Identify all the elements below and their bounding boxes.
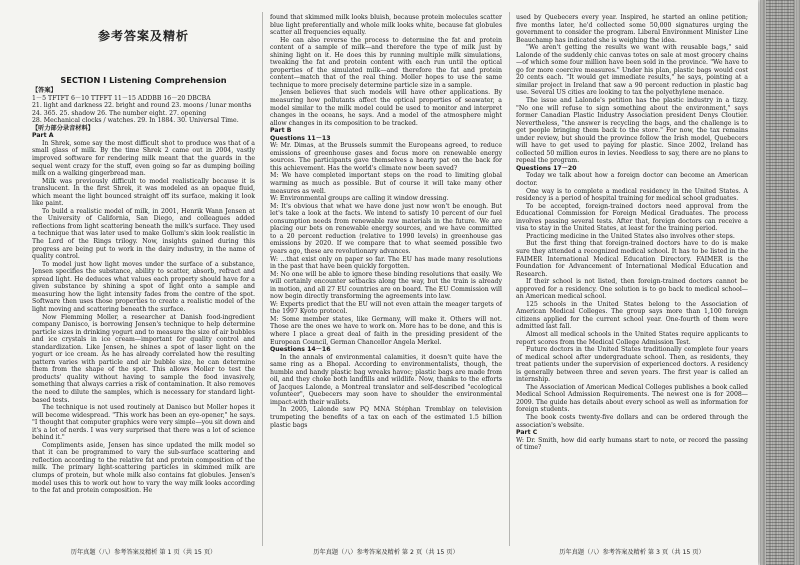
dialogue-line: M: We have completed important steps on the road to limiting global warming as much as possible. But of course it will take many other measures as well. — [270, 172, 502, 195]
paragraph: To model just how light moves under the surface of a substance, Jensen specifies the substance, ability to scatter, absorb, refract and spread light. He deduces what values each property should have for a given substance by shining a spot of light onto a sample and measuring how the light intensity fades from the centre of the spot. Software then uses those properties to create a realistic model of the light moving and scattering beneath the surface. — [32, 260, 255, 313]
paragraph: In the annals of environmental calamities, it doesn't quite have the same ring as a Bhopal. According to environmentalists, though, the humble and handy plastic bag wreaks havoc; plastic bags are made from oil, and they choke both landfills and wildlife. Now, thanks to the efforts of Jacques Lalonde, a Montreal translator and self-described "ecological volunteer", Quebecers may soon have to shoulder the environmental impact-with their wallets. — [270, 353, 502, 406]
dialogue-line: M: Some member states, like Germany, will make it. Others will not. Those are the ones we have to work on. More has to be done, and this is where I place a great deal of faith in the presiding president of the European Council, German Chancellor Angela Merkel. — [270, 315, 502, 346]
paragraph: He can also reverse the process to determine the fat and protein content of a sample of milk—and therefore the type of milk just by shining light on it. He does this by running multiple milk simulations, tweaking the fat and protein content with each run until the optical properties of the simulated milk—and therefore the fat and protein content—match that of the real thing. Moller hopes to use the same technique to more precisely determine particle size in a sample. — [270, 36, 502, 89]
part-a-heading: Part A — [32, 132, 54, 140]
paragraph: Milk was previously difficult to model realistically because it is translucent. In the first Shrek, it was modeled as an opaque fluid, which meant the light bounced straight off its surface, making it look like paint. — [32, 177, 255, 208]
dialogue-line: M: It's obvious that what we have done just now won't be enough. But let's take a look at the facts. We intend to satisfy 10 percent of our fuel consumption needs from renewable raw materials in the future. We are placing our bets on renewable energy sources, and we have committed to a 20 percent reduction (relative to 1990 levels) in greenhouse gas emissions by 2020. If we compare that to what seemed possible two years ago, these are revolutionary advances. — [270, 202, 502, 255]
section-title: SECTION I Listening Comprehension — [60, 74, 227, 85]
column-2 — [270, 0, 502, 565]
paragraph: Jensen believes that such models will have other applications. By measuring how pollutants affect the optical properties of seawater, a model similar to the milk model could be used to monitor and interpret changes in the oceans, he says. And a model of the atmosphere might allow changes in its composition to be tracked. — [270, 89, 502, 127]
scanner-edge-strip — [760, 0, 800, 565]
part-b-heading: Part B — [270, 127, 292, 135]
column-1 — [32, 0, 255, 565]
dialogue-line: W: Mr. Dimas, at the Brussels summit the Europeans agreed, to reduce emissions of greenhouse gases and focus more on renewable energy sources. The participants gave themselves a hearty pat on the back for this achievement. Has the world's climate now been saved? — [270, 142, 502, 172]
paragraph: The issue and Lalonde's petition has the plastic industry in a tizzy. "No one will refuse to sign something about the environment," says former Canadian Plastic Industry Association president Denys Cloutier. Nevertheless, "the answer is recycling the bags, and the challenge is to get people bringing them back to the store." For now, the tax remains under review, but should the province follow the Irish model, Quebecers will have to get used to paying for plastic. Since 2002, Ireland has collected 50 million euros in levies. Needless to say, there are no plans to repeal the program. — [516, 97, 748, 165]
dialogue-line: W: ...that exist only on paper so far. The EU has made many resolutions in the past that have been quickly forgotten. — [270, 255, 502, 271]
answer-line: 1－5 TFTFT 6－10 TTFFT 11－15 ADDBB 16－20 DBCBA — [32, 94, 211, 102]
dialogue-line: W: Environmental groups are calling it window dressing. — [270, 195, 449, 203]
questions-heading: Questions 14－16 — [270, 346, 331, 354]
transcript-label: 【听力部分录音材料】 — [32, 124, 94, 132]
answer-line: 21. light and darkness 22. bright and round 23. moons / lunar months — [32, 102, 252, 110]
dialogue-line: W: Experts predict that the EU will not even attain the meager targets of the 1997 Kyoto protocol. — [270, 300, 502, 316]
column-divider — [262, 12, 263, 546]
page-footer: 历年真题（八）参考答案及精析 第 3 页（共 15 页） — [559, 549, 705, 557]
scanner-edge-texture — [766, 0, 794, 565]
paragraph: Practicing medicine in the United States also involves other steps. — [526, 232, 735, 240]
paragraph: But the first thing that foreign-trained doctors have to do is make sure they attended a recognized medical school. It has to be listed in the FAIMER International Medical Education Directory. FAIMER is the Foundation for Advancement of International Medical Education and Research. — [516, 240, 748, 278]
paragraph: To be accepted, foreign-trained doctors need approval from the Educational Commission for Foreign Medical Graduates. The process involves passing several tests. After that, foreign doctors can receive a visa to stay in the United States, at least for the training period. — [516, 202, 748, 233]
paragraph: To build a realistic model of milk, in 2001, Henrik Wann Jensen at the University of California, San Diego, and colleagues added reflections from light scattering beneath the milk's surface. They used a technique that was later used to make Gollum's skin look realistic in The Lord of the Rings trilogy. Now, insights gained during this progress are being put to work in the dairy industry, in the name of quality control. — [32, 207, 255, 261]
paragraph: used by Quebecers every year. Inspired, he started an online petition; five months later, he'd collected some 50,000 signatures urging the government to consider the program. Liberal Environment Minister Line Beauchamp has indicated she is weighing the idea. — [516, 14, 748, 44]
page-title: 参考答案及精析 — [97, 29, 189, 43]
paragraph: found that skimmed milk looks bluish, because protein molecules scatter blue light preferentially and whole milk looks white, because fat globules scatter all frequencies equally. — [270, 14, 502, 37]
part-c-heading: Part C — [516, 429, 538, 437]
column-3 — [516, 0, 748, 565]
dialogue-line: W: Dr. Smith, how did early humans start to note, or record the passing of time? — [516, 436, 748, 452]
column-divider — [509, 12, 510, 546]
paragraph: The technique is not used routinely at Danisco but Moller hopes it will become widespread. "This work has been an eye-opener," he says. "I thought that computer graphics were very simple—you sit down and it's a lot of nerds. I was very surprised that there was a lot of science behind it." — [32, 404, 255, 442]
paragraph: One way is to complete a medical residency in the United States. A residency is a period of hospital training for medical school graduates. — [516, 187, 748, 203]
paragraph: If their school is not listed, then foreign-trained doctors cannot be approved for a residency. One solution is to go back to medical school—an American medical school. — [516, 278, 748, 301]
paragraph: Compliments aside, Jensen has since updated the milk model so that it can be programmed to vary the sub-surface scattering and reflection according to the relative fat and protein composition of the milk. The primary light-scattering particles in skimmed milk are clumps of protein, but whole milk also contains fat globules. Jensen's model uses this to work out how to vary the way milk looks according to the fat and protein composition. He — [32, 441, 255, 495]
paragraph: 125 schools in the United States belong to the Association of American Medical Colleges. The group says more than 1,100 foreign citizens applied for the current school year. One-fourth of them were admitted last fall. — [516, 300, 748, 331]
paragraph: Now Flemming Moller, a researcher at Danish food-ingredient company Danisco, is borrowing Jensen's technique to help determine particle sizes in drinking yogurt and to measure the size of air bubbles and ice crystals in ice cream—important for quality control and standardization. Like Jensen, he shines a spot of laser light on the yogurt or ice cream. As he has already correlated how the resulting pattern varies with particle and air bubble size, he can determine them from the shape of the spot. This allows Moller to test the products' quality without having to sample the food invasively, something that always carries a risk of contamination. It also removes the need to dilute the samples, which is necessary for standard light-based tests. — [32, 313, 255, 404]
page-footer: 历年真题（八）参考答案及精析 第 2 页（共 15 页） — [313, 549, 459, 557]
paragraph: The book costs twenty-five dollars and can be ordered through the association's website. — [516, 413, 748, 429]
answer-line: 24. 365. 25. shadow 26. The number eight. 27. opening — [32, 109, 207, 117]
paragraph: In 2005, Lalonde saw PQ MNA Stéphan Tremblay on television trumpeting the benefits of a tax on each of the estimated 1.5 billion plastic bags — [270, 406, 502, 429]
questions-heading: Questions 11－13 — [270, 134, 331, 142]
paragraph: Future doctors in the United States traditionally complete four years of medical school after undergraduate school. Then, as residents, they treat patients under the supervision of experienced doctors. A residency is generally between three and seven years. The first year is called an internship. — [516, 346, 748, 384]
questions-heading: Questions 17－20 — [516, 164, 577, 172]
paragraph: The Association of American Medical Colleges publishes a book called Medical School Admission Requirements. The newest one is for 2008—2009. The guide has details about every school as well as information for foreign students. — [516, 383, 748, 414]
paragraph: Almost all medical schools in the United States require applicants to report scores from the Medical College Admission Test. — [516, 330, 748, 346]
page-footer: 历年真题（八）参考答案及精析 第 1 页（共 15 页） — [70, 549, 217, 557]
dialogue-line: M: No one will be able to ignore these binding resolutions that easily. We will certainly encounter setbacks along the way, but the train is already in motion, and all 27 EU countries are on board. The EU Commission will now begin directly transforming the agreements into law. — [270, 270, 502, 301]
paragraph: In Shrek, some say the most difficult shot to produce was that of a small glass of milk. By the time Shrek 2 came out in 2004, vastly improved software for rendering milk meant that the guards in the sequel went crazy for the stuff, even going so far as dumping boiling milk on a walking gingerbread man. — [32, 139, 255, 178]
paragraph: Today we talk about how a foreign doctor can become an American doctor. — [516, 172, 748, 188]
answers-label: 【答案】 — [32, 87, 57, 95]
answer-line: 28. Mechanical clocks / watches. 29. In 1884. 30. Universal Time. — [32, 117, 239, 125]
paragraph: "We aren't getting the results we want with reusable bags," said Lalonde of the suddenly chic canvas totes on sale at most grocery chains—of which some four million have been sold in the province. "We have to go for more coercive measures." Under his plan, plastic bags would cost 20 cents each. "It would get immediate results," he says, pointing at a similar project in Ireland that saw a 90 percent reduction in plastic bag use. Several US cities are looking to tax the polyethylene menace. — [516, 44, 748, 97]
